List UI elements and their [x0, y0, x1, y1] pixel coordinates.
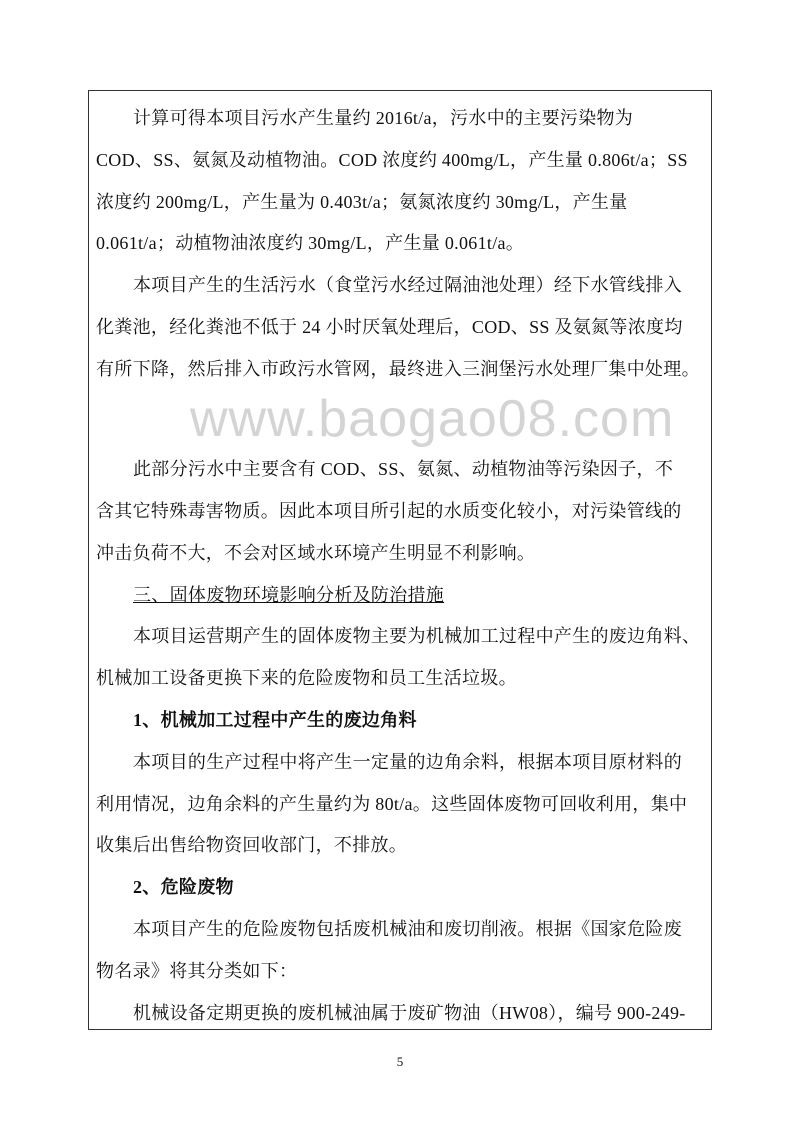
- section-heading: 三、固体废物环境影响分析及防治措施: [133, 585, 445, 605]
- watermark: www.baogao08.com: [190, 390, 675, 448]
- paragraph-line: 本项目产生的生活污水（食堂污水经过隔油池处理）经下水管线排入: [133, 275, 682, 295]
- page-number: 5: [396, 1054, 404, 1069]
- paragraph-line: 本项目产生的危险废物包括废机械油和废切削液。根据《国家危险废: [133, 919, 682, 939]
- paragraph-line: 本项目的生产过程中将产生一定量的边角余料，根据本项目原材料的: [133, 752, 682, 772]
- paragraph-line: 化粪池，经化粪池不低于 24 小时厌氧处理后，COD、SS 及氨氮等浓度均: [96, 317, 683, 337]
- paragraph-line: 此部分污水中主要含有 COD、SS、氨氮、动植物油等污染因子，不: [133, 459, 674, 479]
- paragraph-line: 利用情况，边角余料的产生量约为 80t/a。这些固体废物可回收利用，集中: [96, 794, 688, 814]
- paragraph-line: 收集后出售给物资回收部门，不排放。: [96, 835, 408, 855]
- paragraph-line: 有所下降，然后排入市政污水管网，最终进入三涧堡污水处理厂集中处理。: [96, 359, 700, 379]
- paragraph-line: 计算可得本项目污水产生量约 2016t/a，污水中的主要污染物为: [133, 108, 634, 128]
- paragraph-line: 含其它特殊毒害物质。因此本项目所引起的水质变化较小，对污染管线的: [96, 501, 682, 521]
- paragraph-line: 机械加工设备更换下来的危险废物和员工生活垃圾。: [96, 668, 517, 688]
- paragraph-line: 0.061t/a；动植物油浓度约 30mg/L，产生量 0.061t/a。: [96, 233, 525, 253]
- paragraph-line: COD、SS、氨氮及动植物油。COD 浓度约 400mg/L，产生量 0.806t/a；SS: [96, 150, 688, 170]
- paragraph-line: 物名录》将其分类如下：: [96, 961, 298, 981]
- paragraph-line: 浓度约 200mg/L，产生量为 0.403t/a；氨氮浓度约 30mg/L，产生量: [96, 192, 628, 212]
- paragraph-line: 机械设备定期更换的废机械油属于废矿物油（HW08），编号 900-249-: [133, 1003, 686, 1023]
- paragraph-line: 本项目运营期产生的固体废物主要为机械加工过程中产生的废边角料、: [133, 626, 701, 646]
- subsection-heading: 1、机械加工过程中产生的废边角料: [133, 710, 417, 730]
- paragraph-line: 冲击负荷不大，不会对区域水环境产生明显不利影响。: [96, 543, 536, 563]
- subsection-heading: 2、危险废物: [133, 877, 234, 897]
